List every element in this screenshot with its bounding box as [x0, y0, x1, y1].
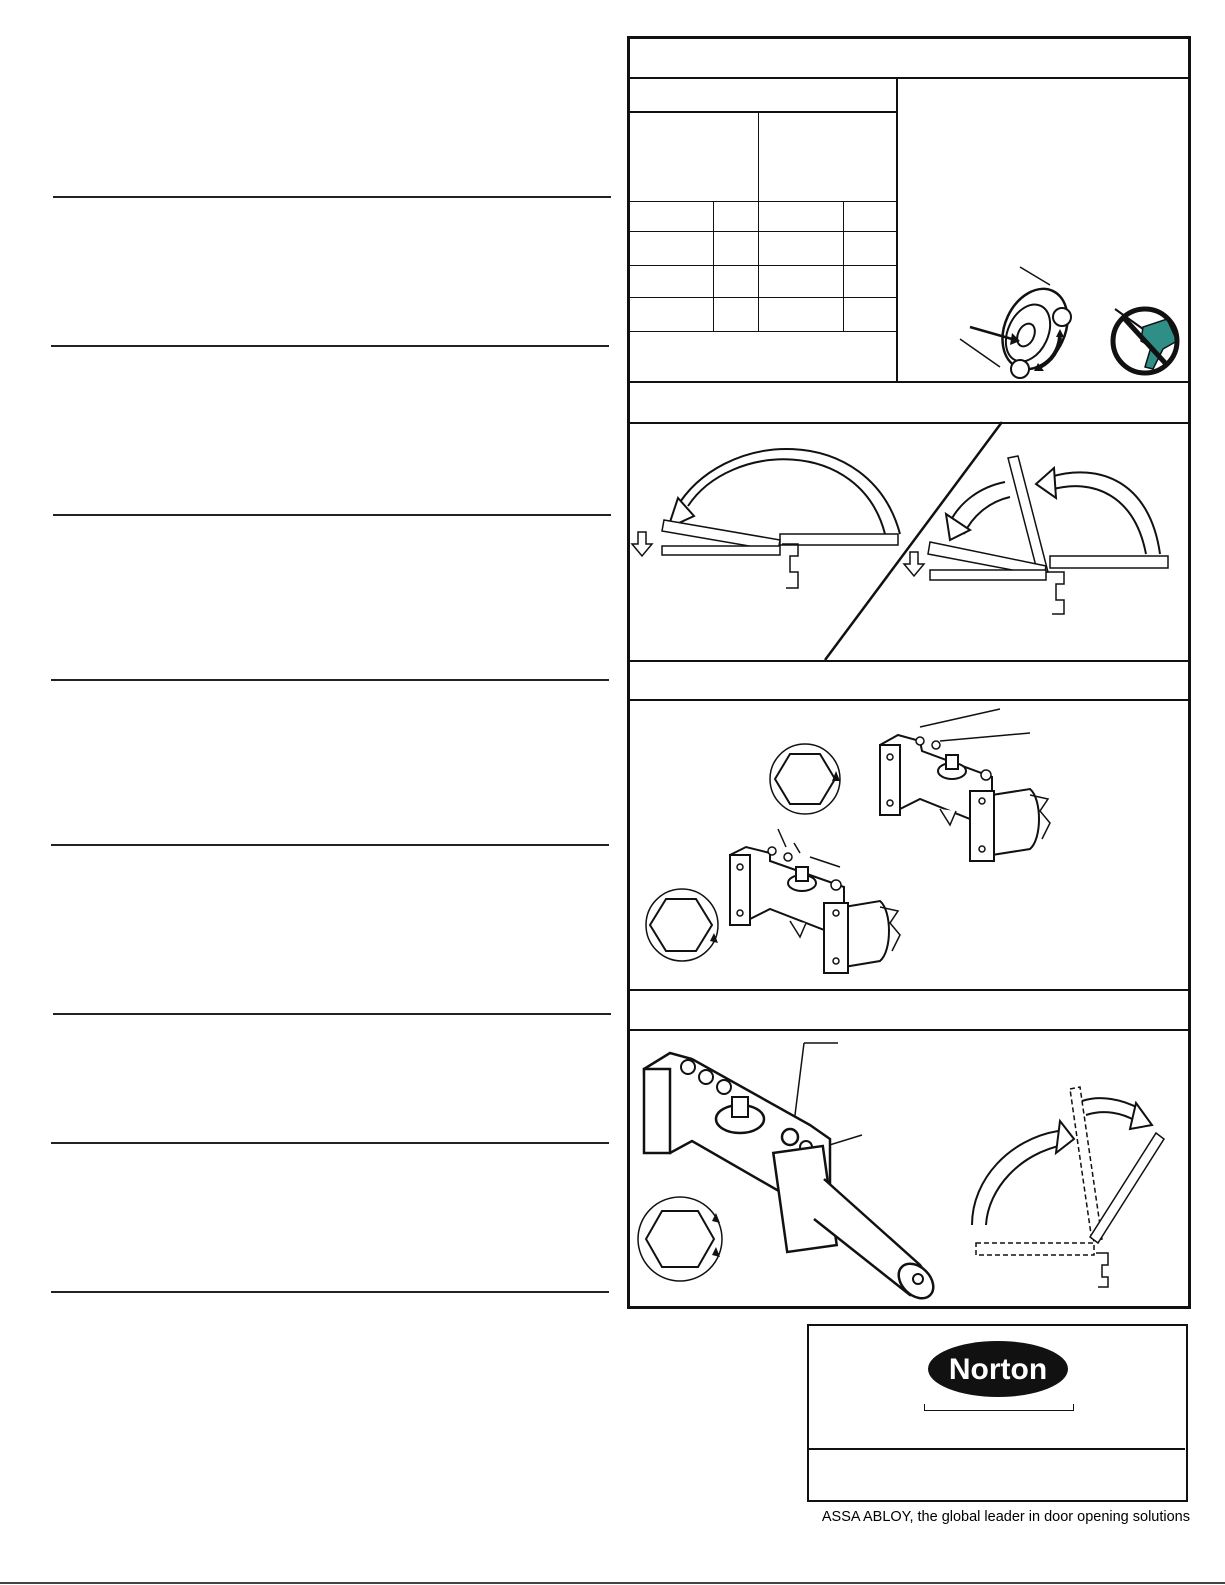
- norton-logo: [927, 1340, 1069, 1398]
- logo-underline: [924, 1404, 1074, 1411]
- instruction-panel: [627, 36, 1191, 1309]
- left-section-rule-4: [51, 679, 609, 681]
- page-bottom-rule: [0, 1582, 1225, 1584]
- section-3-top: [630, 660, 1188, 662]
- table-header-divider: [630, 111, 898, 113]
- left-section-rule-6: [53, 1013, 611, 1015]
- left-section-rule-1: [53, 196, 611, 198]
- section-2-top: [630, 381, 1188, 383]
- left-section-rule-3: [53, 514, 611, 516]
- adjusting-valve-icon: [960, 267, 1100, 382]
- brand-box: [807, 1324, 1188, 1502]
- spring-power-adjust-icon: [630, 1029, 1188, 1309]
- no-power-drill-icon: [1105, 297, 1185, 379]
- left-section-rule-2: [51, 345, 609, 347]
- footer-tagline: ASSA ABLOY, the global leader in door opening solutions: [821, 1509, 1190, 1525]
- panel-title-divider: [630, 77, 1188, 79]
- brand-box-divider: [809, 1448, 1185, 1450]
- norton-logo-text: Norton: [948, 1353, 1048, 1386]
- table-right-edge: [896, 77, 898, 382]
- left-section-rule-8: [51, 1291, 609, 1293]
- left-section-rule-7: [51, 1142, 609, 1144]
- section-4-top: [630, 989, 1188, 991]
- left-section-rule-5: [51, 844, 609, 846]
- door-swing-diagram-icon: [630, 422, 1188, 660]
- closer-body-icon: [630, 699, 1188, 989]
